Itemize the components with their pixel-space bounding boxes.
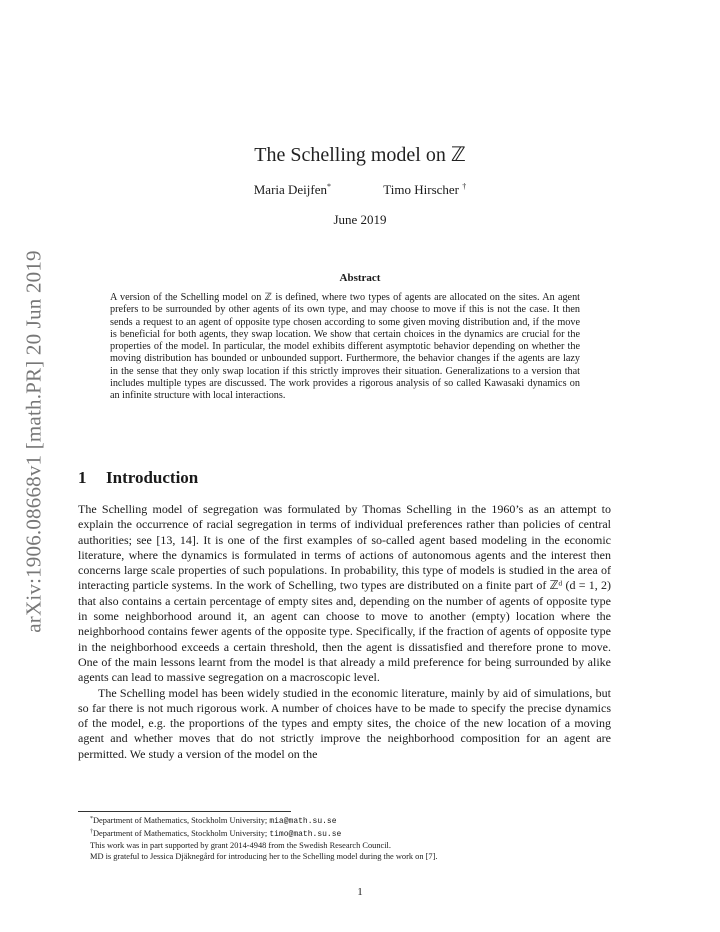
footnote (90, 851, 610, 862)
footnote-mark: † (90, 829, 93, 835)
author-list (0, 182, 720, 198)
footnote (90, 814, 610, 827)
footnote-divider (78, 811, 291, 812)
author-footnote-mark[interactable]: † (462, 182, 467, 191)
author-name: Maria Deijfen (253, 182, 328, 197)
author-footnote-mark[interactable]: * (327, 182, 332, 191)
footnote-mark: * (90, 816, 93, 822)
email-link[interactable]: timo@math.su.se (269, 830, 342, 839)
paragraph: The Schelling model has been widely studied in the economic literature, mainly by aid of simulations, but so far there is not much rigorous work. A number of choices have to be made to specify the precise dynamics of the model, e.g. the proportions of the types and empty sites, the choice of the new location of a moving agent and whether moves that do not strictly improve the neighborhood composition for an agent are permitted. We study a version of the model on the (78, 685, 611, 761)
paper-date: June 2019 (333, 212, 387, 227)
arxiv-identifier-margin (14, 236, 54, 646)
footnote (90, 840, 610, 851)
author-name: Timo Hirscher (383, 182, 463, 197)
paragraph: The Schelling model of segregation was formulated by Thomas Schelling in the 1960’s as an attempt to explain the occurrence of racial segregation in terms of individual preferences rather than policies of central authorities; see [13, 14]. It is one of the first examples of so-called agent based modeling in the economic literature, where the dynamics is formulated in terms of actions of autonomous agents and the interest then concerns large scale properties of such populations. In probability, this type of models is studied in the area of interacting particle systems. In the work of Schelling, two types are distributed on a finite part of ℤᵈ (d = 1, 2) that also contains a certain percentage of empty sites and, depending on the number of agents of opposite type in some neighborhood around it, an agent can choose to move to another (empty) location where the neighborhood contains fewer agents of the opposite type. Specifically, if the fraction of agents of opposite type in the neighborhood exceeds a certain threshold, then the agent is dissatisfied and therefore prone to move. One of the main lessons learnt from the model is that already a mild preference for being surrounded by alike agents can lead to massive segregation on a macroscopic level. (78, 502, 611, 685)
section-body (78, 502, 611, 762)
footnote-text: Department of Mathematics, Stockholm University; (93, 816, 270, 825)
abstract-heading: Abstract (339, 272, 381, 284)
arxiv-stamp[interactable]: arXiv:1906.08668v1 [math.PR] 20 Jun 2019 (21, 249, 46, 633)
page-number: 1 (357, 886, 363, 898)
paper-title: The Schelling model on ℤ (254, 144, 466, 166)
footnote (90, 827, 610, 840)
footnotes (90, 814, 610, 862)
section-title: Introduction (106, 468, 199, 487)
footnote-text: MD is grateful to Jessica Djäknegård for introducing her to the Schelling model during the work on [7]. (90, 852, 438, 861)
footnote-text: This work was in part supported by grant 2014-4948 from the Swedish Research Council. (90, 841, 391, 850)
email-link[interactable]: mia@math.su.se (269, 817, 337, 826)
section-number: 1 (78, 468, 87, 487)
footnote-text: Department of Mathematics, Stockholm University; (93, 829, 270, 838)
abstract-text: A version of the Schelling model on ℤ is defined, where two types of agents are allocated on the sites. An agent prefers to be surrounded by other agents of its own type, and may choose to move if this is not the case. It then sends a request to an agent of opposite type chosen according to some given moving distribution and, if the move is beneficial for both agents, they swap location. We show that certain choices in the dynamics are crucial for the properties of the model. In particular, the model exhibits different asymptotic behavior depending on whether the moving distribution has bounded or unbounded support. Furthermore, the behavior changes if the agents are lazy in the sense that they only swap location if this strictly improves their situation. Generalizations to a version that includes multiple types are discussed. The work provides a rigorous analysis of so called Kawasaki dynamics on an infinite structure with local interactions. (110, 292, 580, 402)
section-heading (78, 468, 198, 488)
